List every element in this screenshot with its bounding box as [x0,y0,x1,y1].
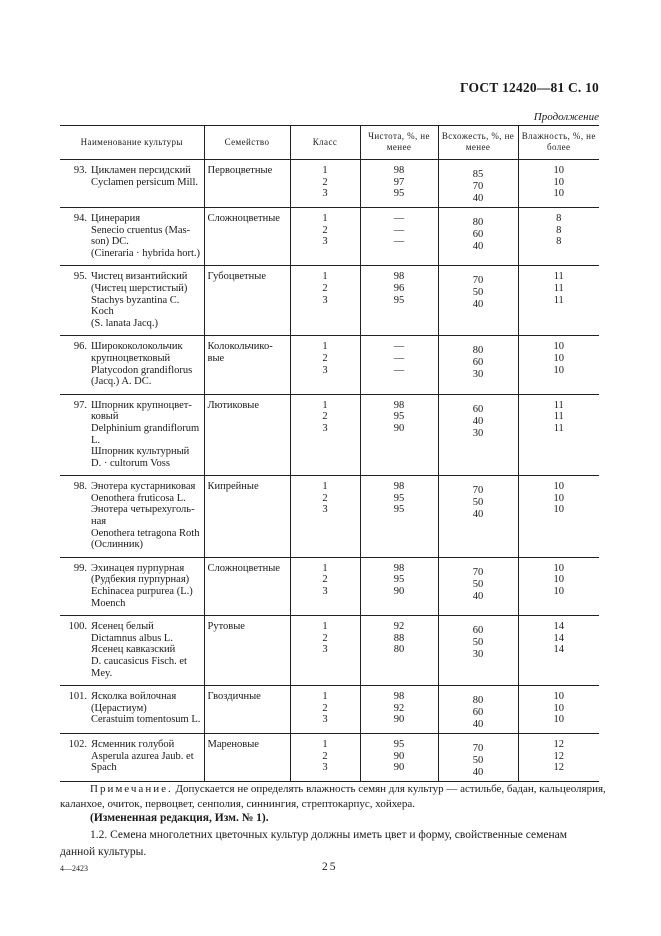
family-line: Губоцветные [207,271,266,283]
germination-value: 40 [472,719,484,731]
humidity-value: 10 [553,352,564,364]
culture-name-line: Шпорник крупноцвет- [91,399,192,411]
culture-name-line: Cerastuim tomentosum L. [91,714,201,726]
column-header-humidity: Влажность, %, не более [518,126,599,160]
purity-value: 95 [393,739,405,751]
cell-family [204,557,290,615]
table-header-row [60,126,599,160]
class-value: 2 [322,492,328,504]
humidity-value: 10 [553,504,564,516]
cell-germination [438,616,518,686]
cell-family [204,394,290,476]
column-header-name: Наименование культуры [60,126,204,160]
culture-name-line: Oenothera tetragona Roth [91,527,200,539]
germination-value: 50 [472,497,484,509]
purity-value: 95 [393,492,405,504]
family-line: Лютиковые [207,399,260,411]
germination-value: 40 [472,509,484,521]
table-row [60,266,599,336]
humidity-value: 10 [553,176,564,188]
cell-class [290,616,360,686]
cell-germination [438,557,518,615]
humidity-value: 10 [553,574,564,586]
purity-value: — [393,213,405,224]
cell-purity [360,476,438,558]
class-value: 3 [322,422,328,434]
humidity-value: 12 [553,762,564,774]
humidity-value: 10 [553,691,564,703]
column-header-class: Класс [290,126,360,160]
note-text: Допускается не определять влажность семян для культур — астильбе, бадан, кальцеолярия, каланхое, очиток, первоцвет, сенполия, синнингия, стрептокарпус, хойхера. [60,783,606,810]
humidity-value: 10 [553,481,564,493]
class-value: 3 [322,644,328,656]
humidity-value: 12 [553,750,564,762]
class-value: 3 [322,236,328,248]
cell-class [290,336,360,394]
germination-value: 70 [472,566,484,578]
culture-name-line: Oenothera fruticosa L. [91,492,186,504]
class-value: 1 [322,562,328,574]
continuation-label: Продолжение [533,111,599,123]
germination-value: 60 [472,229,484,240]
cell-family [204,336,290,394]
germination-value: 80 [472,217,484,228]
cell-culture-name [60,160,204,208]
purity-value: 95 [393,574,405,586]
cell-germination [438,476,518,558]
class-value: 1 [322,739,328,751]
humidity-value: 10 [553,492,564,504]
germination-value: 40 [472,415,484,427]
class-value: 2 [322,750,328,762]
purity-value: — [393,364,405,376]
culture-name-line: Ясколка войлочная [91,691,177,703]
humidity-value: 8 [556,236,562,248]
purity-value: 80 [393,644,405,656]
class-value: 1 [322,341,328,353]
row-number: 94. [73,213,87,224]
germination-value: 50 [472,578,484,590]
class-value: 3 [322,762,328,774]
family-line: Кипрейные [207,481,259,493]
row-number: 102. [68,739,87,751]
cell-humidity [518,616,599,686]
table-row [60,394,599,476]
culture-name-line: Asperula azurea Jaub. et [91,750,194,762]
purity-value: 90 [393,714,405,726]
humidity-value: 8 [556,213,562,224]
cell-culture-name [60,686,204,734]
cell-germination [438,394,518,476]
cell-family [204,208,290,266]
cell-purity [360,557,438,615]
culture-name-line: Энотера четырехуголь- [91,504,195,516]
humidity-value: 10 [553,364,564,376]
purity-value: — [393,224,405,236]
cell-humidity [518,266,599,336]
purity-value: 98 [393,691,405,703]
purity-value: 97 [393,176,405,188]
culture-name-line: Dictamnus albus L. [91,632,173,644]
culture-name-line: Цинерария [91,213,141,224]
culture-name-line: ковый [91,411,119,423]
purity-value: 98 [393,399,405,411]
class-value: 1 [322,271,328,283]
culture-name-line: Эхинацея пурпурная [91,562,185,574]
class-value: 1 [322,165,328,176]
culture-name-line: Чистец византийский [91,271,188,283]
page-number: 25 [322,861,338,873]
family-line: вые [207,352,225,364]
cell-culture-name [60,616,204,686]
table-row [60,208,599,266]
class-value: 2 [322,411,328,423]
humidity-value: 10 [553,165,564,176]
cell-purity [360,208,438,266]
purity-value: 98 [393,165,405,176]
class-value: 3 [322,294,328,306]
class-value: 2 [322,702,328,714]
culture-name-line: Cyclamen persicum Mill. [91,176,199,188]
humidity-value: 14 [553,621,564,633]
humidity-value: 14 [553,632,564,644]
culture-name-line: D. caucasicus Fisch. et Mey. [91,656,187,679]
column-header-purity: Чистота, %, не менее [360,126,438,160]
cell-family [204,476,290,558]
cell-culture-name [60,394,204,476]
germination-value: 60 [472,707,484,719]
humidity-value: 14 [553,644,564,656]
culture-name-line: Ясменник голубой [91,739,175,751]
humidity-value: 11 [553,282,564,294]
family-line: Колокольчико- [207,341,273,353]
cell-purity [360,734,438,782]
purity-value: 92 [393,621,405,633]
humidity-value: 11 [553,411,564,423]
row-number: 101. [68,691,87,703]
cell-culture-name [60,208,204,266]
cell-class [290,476,360,558]
cell-humidity [518,734,599,782]
humidity-value: 11 [553,271,564,283]
family-line: Первоцветные [207,165,273,176]
humidity-value: 11 [553,422,564,434]
class-value: 3 [322,586,328,598]
germination-value: 30 [472,369,484,381]
cell-culture-name [60,476,204,558]
class-value: 1 [322,213,328,224]
table-note [60,782,608,812]
germination-value: 70 [472,743,484,755]
purity-value: 95 [393,188,405,200]
row-number: 96. [73,341,87,353]
germination-value: 50 [472,637,484,649]
germination-value: 40 [472,590,484,602]
cell-humidity [518,208,599,266]
germination-value: 80 [472,695,484,707]
cell-class [290,734,360,782]
row-number: 97. [73,399,87,411]
cell-purity [360,686,438,734]
row-number: 93. [73,165,87,176]
humidity-value: 10 [553,341,564,353]
cell-class [290,394,360,476]
column-header-germination: Всхожесть, %, не менее [438,126,518,160]
culture-name-line: (Рудбекия пурпурная) [91,574,190,586]
culture-name-line: Spach [91,762,117,774]
germination-value: 70 [472,275,484,287]
family-line: Гвоздичные [207,691,261,703]
class-value: 2 [322,282,328,294]
cell-purity [360,266,438,336]
humidity-value: 12 [553,739,564,751]
family-line: Сложноцветные [207,213,280,224]
cell-family [204,616,290,686]
class-value: 2 [322,176,328,188]
culture-name-line: Delphinium grandiflorum [91,422,200,434]
cell-class [290,160,360,208]
culture-name-line: (Cineraria · hybrida hort.) [91,247,201,259]
cell-humidity [518,160,599,208]
table-row [60,686,599,734]
culture-name-line: Ясенец белый [91,621,154,633]
paragraph-1-2: 1.2. Семена многолетних цветочных культур должны иметь цвет и форму, свойственные семенам данной культуры. [60,829,568,858]
culture-name-line: Stachys byzantina C. Koch [91,294,180,318]
cell-germination [438,336,518,394]
germination-value: 60 [472,357,484,369]
purity-value: 96 [393,282,405,294]
culture-name-line: L. [91,434,101,446]
germination-value: 40 [472,767,484,779]
humidity-value: 11 [553,399,564,411]
table-row [60,336,599,394]
culture-name-line: D. · cultorum Voss [91,457,170,469]
humidity-value: 8 [556,224,562,236]
germination-value: 85 [472,169,484,180]
purity-value: 98 [393,562,405,574]
cell-culture-name [60,734,204,782]
germination-value: 80 [472,345,484,357]
cell-culture-name [60,266,204,336]
cell-humidity [518,557,599,615]
germination-value: 60 [472,403,484,415]
cell-culture-name [60,557,204,615]
cell-purity [360,336,438,394]
culture-name-line: (Церастиум) [91,702,147,714]
cell-culture-name [60,336,204,394]
purity-value: — [393,341,405,353]
family-line: Рутовые [207,621,245,633]
table-body [60,160,599,782]
culture-name-line: (Jacq.) A. DC. [91,376,152,388]
germination-value: 30 [472,649,484,661]
purity-value: — [393,236,405,248]
germination-value: 70 [472,181,484,192]
family-line: Сложноцветные [207,562,280,574]
germination-value: 30 [472,427,484,439]
culture-name-line: (Чистец шерстистый) [91,282,188,294]
purity-value: 90 [393,750,405,762]
culture-name-line: (Ослинник) [91,539,144,551]
cell-germination [438,686,518,734]
germination-value: 60 [472,625,484,637]
row-number: 99. [73,562,87,574]
purity-value: 95 [393,411,405,423]
class-value: 1 [322,691,328,703]
purity-value: 98 [393,271,405,283]
cell-humidity [518,686,599,734]
culture-name-line: Энотера кустарниковая [91,481,196,493]
purity-value: 92 [393,702,405,714]
cell-humidity [518,476,599,558]
humidity-value: 10 [553,562,564,574]
cell-family [204,734,290,782]
table-row [60,734,599,782]
table-row [60,557,599,615]
cell-humidity [518,336,599,394]
class-value: 2 [322,574,328,586]
cell-class [290,208,360,266]
seed-quality-table [60,125,599,782]
humidity-value: 10 [553,714,564,726]
culture-name-line: Platycodon grandiflorus [91,364,193,376]
culture-name-line: Senecio cruentus (Mas- [91,224,191,236]
purity-value: 90 [393,422,405,434]
culture-name-line: Ясенец кавказский [91,644,176,656]
class-value: 3 [322,714,328,726]
cell-purity [360,394,438,476]
purity-value: 95 [393,294,405,306]
cell-germination [438,160,518,208]
humidity-value: 11 [553,294,564,306]
cell-class [290,266,360,336]
culture-name-line: Ширококолокольчик [91,341,183,353]
culture-name-line: Цикламен персидский [91,165,191,176]
germination-value: 40 [472,193,484,204]
purity-value: — [393,352,405,364]
purity-value: 95 [393,504,405,516]
class-value: 1 [322,481,328,493]
germination-value: 50 [472,755,484,767]
cell-germination [438,266,518,336]
cell-family [204,686,290,734]
standard-header: ГОСТ 12420—81 С. 10 [460,80,599,95]
cell-humidity [518,394,599,476]
table-row [60,476,599,558]
cell-purity [360,160,438,208]
cell-class [290,557,360,615]
culture-name-line: крупноцветковый [91,352,171,364]
row-number: 100. [68,621,87,633]
class-value: 3 [322,364,328,376]
class-value: 3 [322,504,328,516]
class-value: 2 [322,632,328,644]
cell-germination [438,734,518,782]
column-header-family: Семейство [204,126,290,160]
germination-value: 40 [472,241,484,252]
row-number: 95. [73,271,87,283]
cell-germination [438,208,518,266]
table-row [60,160,599,208]
germination-value: 40 [472,299,484,311]
class-value: 1 [322,399,328,411]
purity-value: 90 [393,586,405,598]
purity-value: 88 [393,632,405,644]
culture-name-line: ная [91,516,107,528]
cell-purity [360,616,438,686]
edition-note: (Измененная редакция, Изм. № 1). [90,812,269,824]
culture-name-line: Moench [91,597,126,609]
humidity-value: 10 [553,702,564,714]
class-value: 2 [322,224,328,236]
row-number: 98. [73,481,87,493]
cell-family [204,266,290,336]
germination-value: 70 [472,485,484,497]
culture-name-line: (S. lanata Jacq.) [91,317,159,329]
print-code: 4—2423 [60,864,88,873]
culture-name-line: Шпорник культурный [91,446,190,458]
cell-class [290,686,360,734]
germination-value: 50 [472,287,484,299]
family-line: Мареновые [207,739,259,751]
class-value: 2 [322,352,328,364]
note-label: Примечание. [90,783,173,795]
class-value: 1 [322,621,328,633]
humidity-value: 10 [553,586,564,598]
cell-family [204,160,290,208]
purity-value: 90 [393,762,405,774]
table-row [60,616,599,686]
class-value: 3 [322,188,328,200]
purity-value: 98 [393,481,405,493]
culture-name-line: Echinacea purpurea (L.) [91,586,193,598]
humidity-value: 10 [553,188,564,200]
culture-name-line: son) DC. [91,236,129,248]
